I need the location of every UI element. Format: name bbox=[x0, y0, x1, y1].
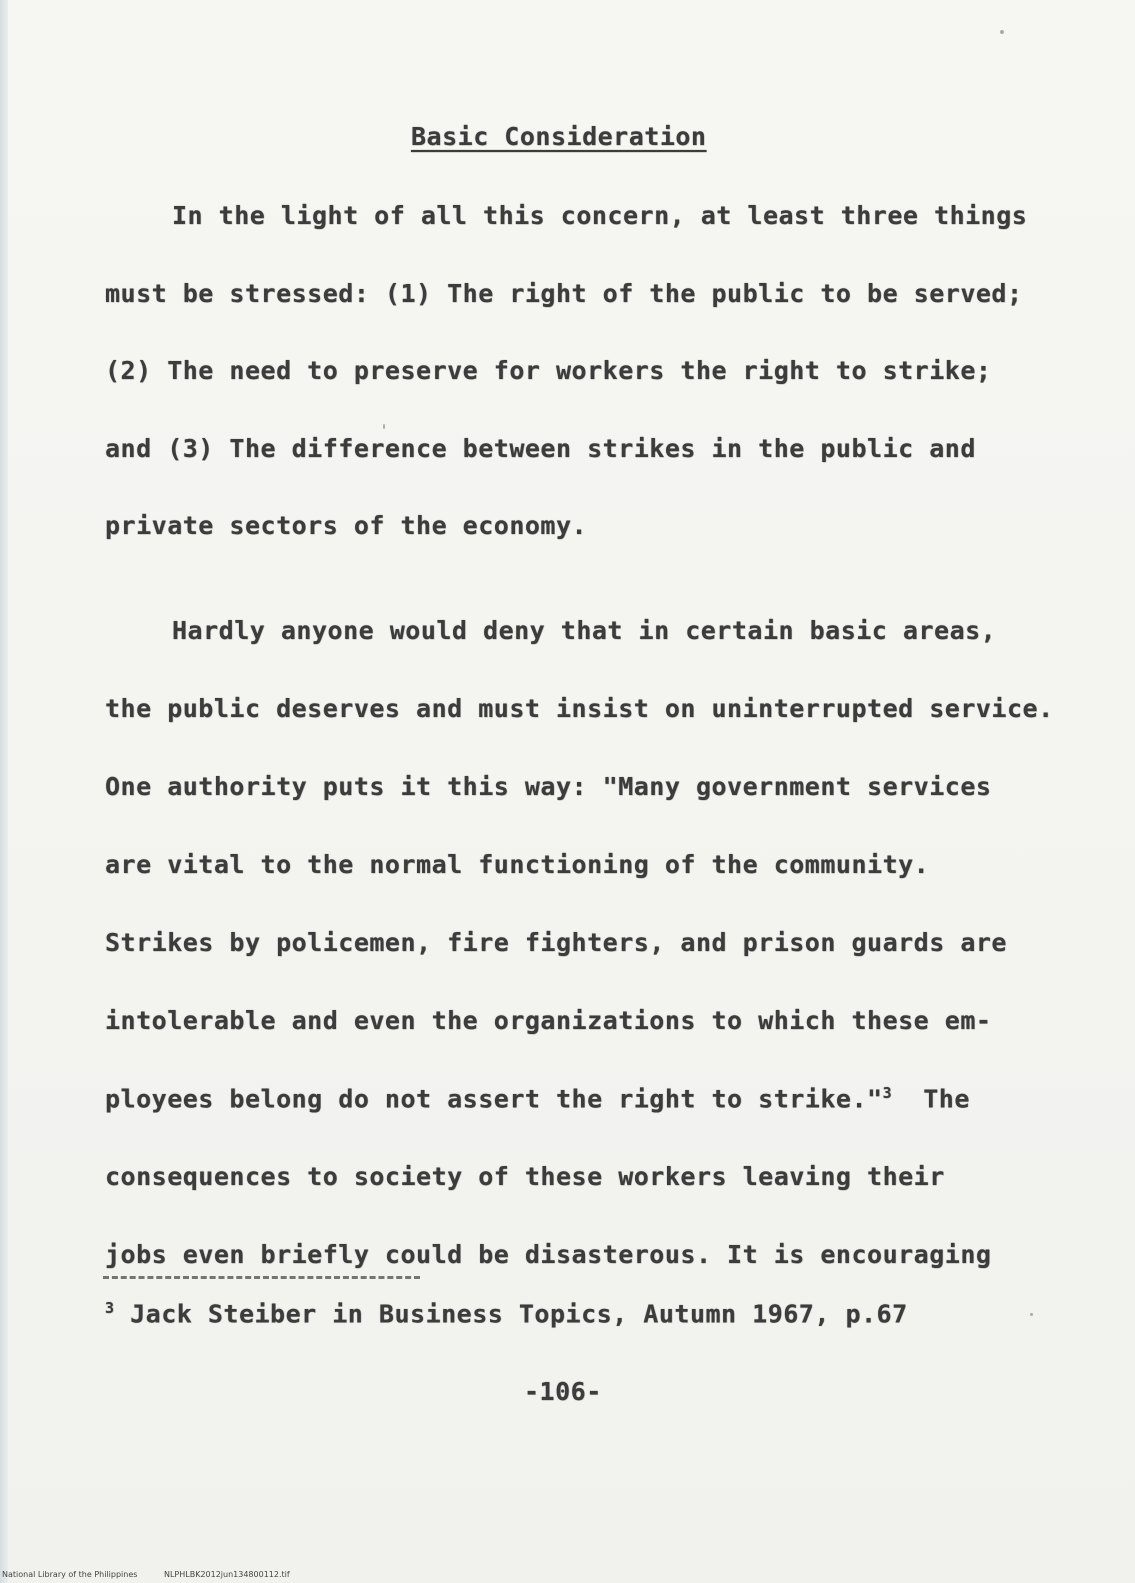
archive-info-strip bbox=[2, 1570, 290, 1579]
paragraph-1-line-2: must be stressed: (1) The right of the public to be served; bbox=[105, 279, 1023, 308]
footnote-marker: 3 bbox=[105, 1299, 115, 1317]
paragraph-2-line-9: jobs even briefly could be disasterous. It is encouraging bbox=[105, 1240, 992, 1269]
page-number: -106- bbox=[524, 1377, 602, 1406]
paragraph-2-line-5: Strikes by policemen, fire fighters, and prison guards are bbox=[105, 928, 1007, 957]
paper-speck bbox=[1000, 30, 1004, 34]
paragraph-2-line-7-tail: The bbox=[923, 1084, 970, 1114]
page-edge-shadow bbox=[0, 0, 8, 1583]
paragraph-1-line-5: private sectors of the economy. bbox=[105, 511, 588, 540]
document-heading: Basic Consideration bbox=[411, 122, 707, 151]
archive-library-name: National Library of the Philippines bbox=[2, 1570, 138, 1579]
paragraph-2-line-6: intolerable and even the organizations to which these em- bbox=[105, 1006, 992, 1035]
archive-file-name: NLPHLBK2012jun134800112.tif bbox=[163, 1570, 290, 1579]
paper-speck bbox=[383, 424, 385, 429]
paragraph-2-line-7 bbox=[105, 1084, 970, 1113]
paragraph-2-line-4: are vital to the normal functioning of the community. bbox=[105, 850, 930, 879]
footnote-separator bbox=[103, 1276, 420, 1279]
paragraph-2-line-1: Hardly anyone would deny that in certain basic areas, bbox=[172, 616, 997, 645]
paragraph-1-line-1: In the light of all this concern, at least three things bbox=[172, 201, 1028, 230]
paragraph-1-line-4: and (3) The difference between strikes in the public and bbox=[105, 434, 976, 463]
paragraph-1-line-3: (2) The need to preserve for workers the right to strike; bbox=[105, 356, 992, 385]
footnote-text: Jack Steiber in Business Topics, Autumn 1967, p.67 bbox=[130, 1299, 908, 1329]
footnote bbox=[105, 1299, 908, 1328]
footnote-reference: 3 bbox=[882, 1084, 893, 1102]
paragraph-2-line-8: consequences to society of these workers leaving their bbox=[105, 1162, 945, 1191]
paragraph-2-line-2: the public deserves and must insist on uninterrupted service. bbox=[105, 694, 1054, 723]
paragraph-2-line-7-text: ployees belong do not assert the right to strike." bbox=[105, 1084, 883, 1114]
paper-speck bbox=[1030, 1313, 1033, 1316]
paragraph-2-line-3: One authority puts it this way: "Many government services bbox=[105, 772, 992, 801]
